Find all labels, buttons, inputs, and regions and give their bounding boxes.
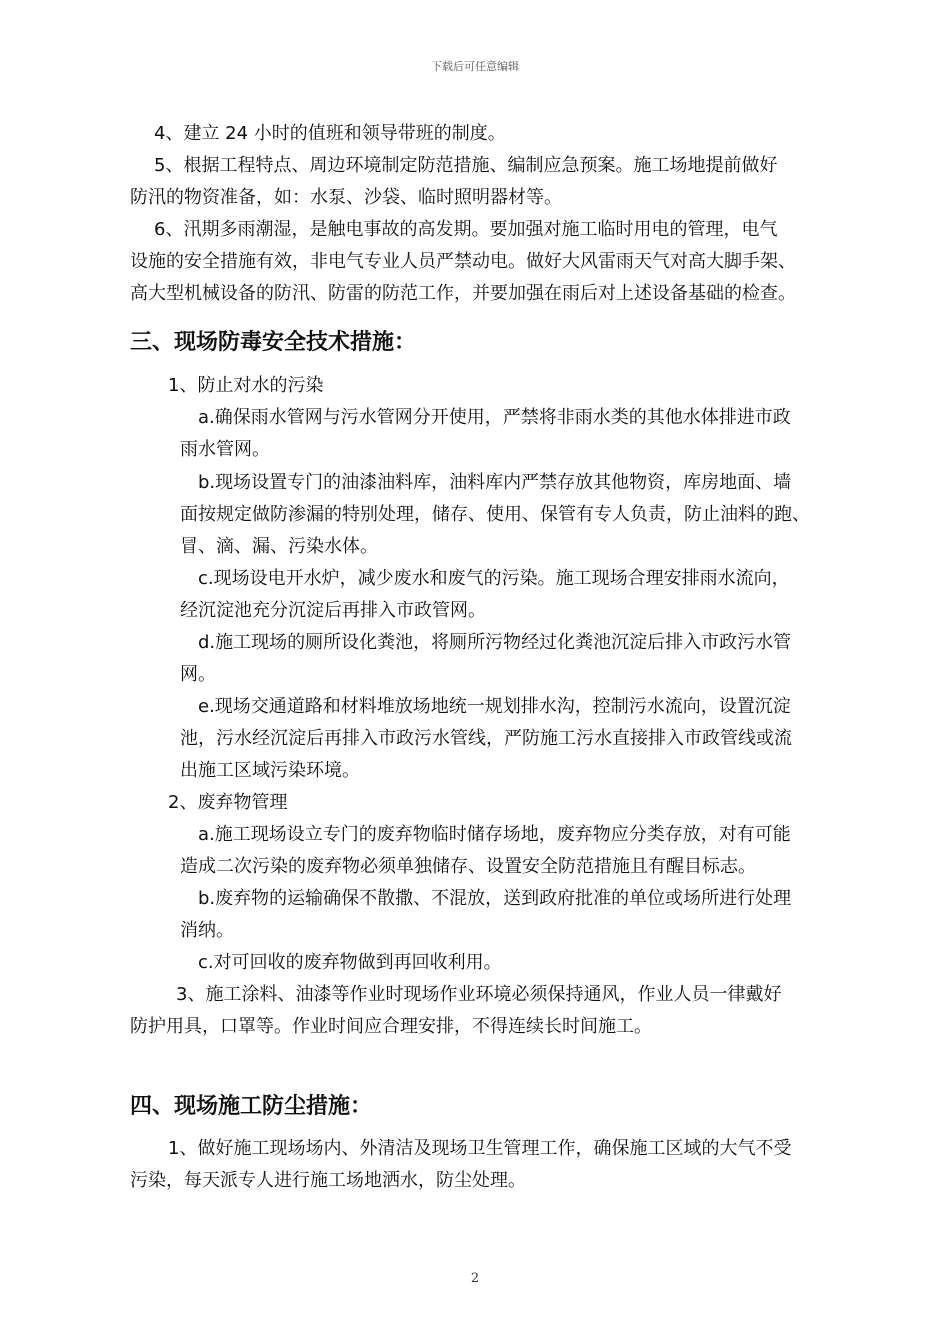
header-note: 下载后可任意编辑	[431, 60, 519, 73]
paragraph-line: 1、做好施工现场场内、外清洁及现场卫生管理工作，确保施工区域的大气不受	[168, 1138, 792, 1159]
paragraph-line: 设施的安全措施有效，非电气专业人员严禁动电。做好大风雷雨天气对高大脚手架、	[130, 251, 796, 272]
paragraph-line: 池，污水经沉淀后再排入市政污水管线，严防施工污水直接排入市政管线或流	[180, 728, 792, 749]
paragraph-line: b.现场设置专门的油漆油料库，油料库内严禁存放其他物资，库房地面、墙	[198, 472, 792, 493]
paragraph-line: 消纳。	[180, 920, 234, 941]
paragraph-line: 5、根据工程特点、周边环境制定防范措施、编制应急预案。施工场地提前做好	[154, 155, 778, 176]
page-number: 2	[470, 1271, 480, 1286]
paragraph-line: 网。	[180, 664, 216, 685]
paragraph-line: 面按规定做防渗漏的特别处理，储存、使用、保管有专人负责，防止油料的跑、	[180, 504, 810, 525]
section-heading: 三、现场防毒安全技术措施：	[130, 330, 417, 355]
paragraph-line: c.对可回收的废弃物做到再回收利用。	[198, 952, 502, 973]
paragraph-line: a.施工现场设立专门的废弃物临时储存场地，废弃物应分类存放，对有可能	[198, 824, 791, 845]
paragraph-line: 防汛的物资准备，如：水泵、沙袋、临时照明器材等。	[130, 187, 562, 208]
paragraph-line: 经沉淀池充分沉淀后再排入市政管网。	[180, 600, 486, 621]
paragraph-line: 污染，每天派专人进行施工场地洒水，防尘处理。	[130, 1170, 526, 1191]
paragraph-line: c.现场设电开水炉，减少废水和废气的污染。施工现场合理安排雨水流向，	[198, 568, 790, 589]
paragraph-line: 3、施工涂料、油漆等作业时现场作业环境必须保持通风，作业人员一律戴好	[176, 984, 782, 1005]
subsection-heading: 1、防止对水的污染	[168, 375, 324, 396]
paragraph-line: b.废弃物的运输确保不散撒、不混放，送到政府批准的单位或场所进行处理	[198, 888, 792, 909]
paragraph-line: d.施工现场的厕所设化粪池，将厕所污物经过化粪池沉淀后排入市政污水管	[198, 632, 792, 653]
paragraph-line: 4、建立 24 小时的值班和领导带班的制度。	[154, 123, 506, 144]
section-heading: 四、现场施工防尘措施：	[130, 1094, 373, 1119]
paragraph-line: 高大型机械设备的防汛、防雷的防范工作，并要加强在雨后对上述设备基础的检查。	[130, 283, 796, 304]
paragraph-line: a.确保雨水管网与污水管网分开使用，严禁将非雨水类的其他水体排进市政	[198, 407, 791, 428]
subsection-heading: 2、废弃物管理	[168, 792, 288, 813]
paragraph-line: 6、汛期多雨潮湿，是触电事故的高发期。要加强对施工临时用电的管理，电气	[154, 219, 778, 240]
paragraph-line: 冒、滴、漏、污染水体。	[180, 536, 378, 557]
paragraph-line: 雨水管网。	[180, 439, 270, 460]
paragraph-line: 防护用具，口罩等。作业时间应合理安排，不得连续长时间施工。	[130, 1016, 652, 1037]
paragraph-line: e.现场交通道路和材料堆放场地统一规划排水沟，控制污水流向，设置沉淀	[198, 696, 791, 717]
paragraph-line: 出施工区域污染环境。	[180, 760, 360, 781]
paragraph-line: 造成二次污染的废弃物必须单独储存、设置安全防范措施且有醒目标志。	[180, 856, 756, 877]
